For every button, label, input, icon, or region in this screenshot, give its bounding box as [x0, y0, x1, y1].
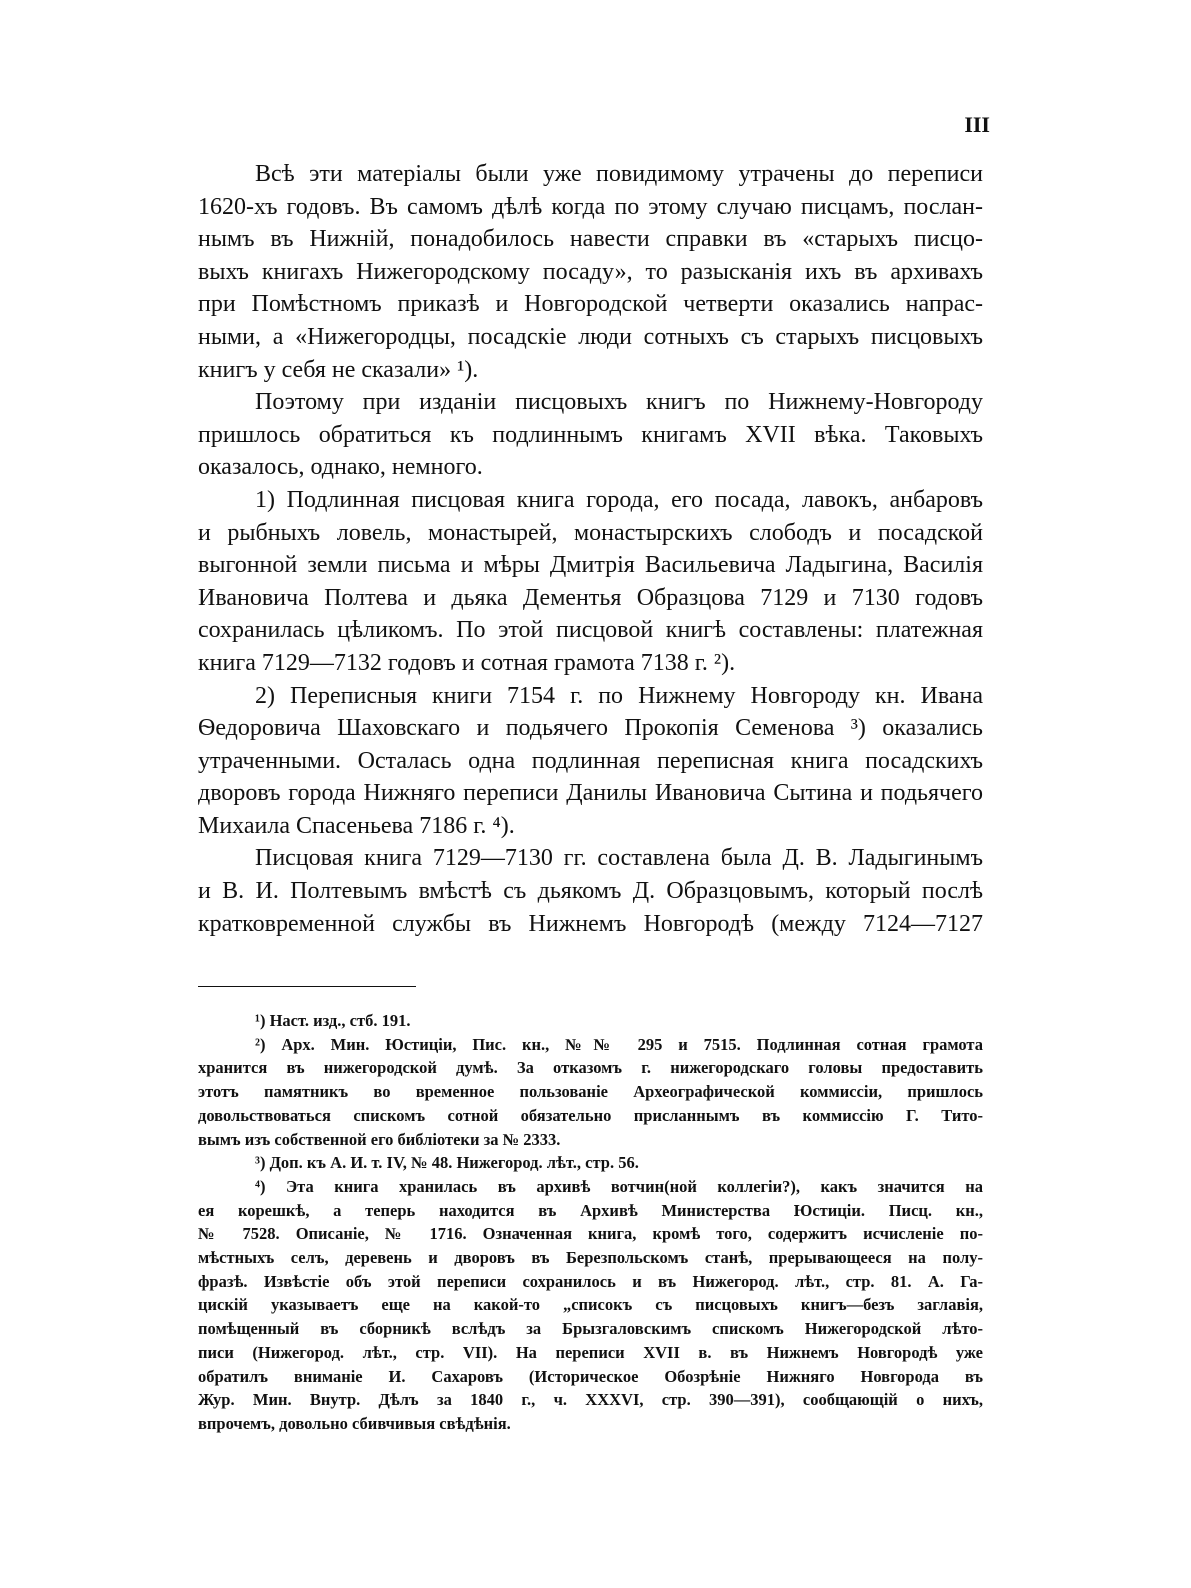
footnote-line: ²) Арх. Мин. Юстиціи, Пис. кн., №№ 295 и 7515. Подлинная сотная грамота	[255, 1034, 983, 1054]
text-line: 2) Переписныя книги 7154 г. по Нижнему Новгороду кн. Ивана	[255, 682, 983, 709]
paragraph	[198, 842, 983, 940]
footnote-line: ¹) Наст. изд., стб. 191.	[255, 1011, 411, 1030]
text-line: Ѳедоровича Шаховскаго и подьячего Прокопія Семенова ³) оказались	[198, 715, 983, 742]
footnote-line: довольствоваться спискомъ сотной обязательно присланнымъ въ коммиссію Г. Тито-	[198, 1105, 983, 1125]
text-line: оказалось, однако, немного.	[198, 454, 483, 481]
text-line: кратковременной службы въ Нижнемъ Новгородѣ (между 7124—7127	[198, 910, 983, 937]
text-line: Михаила Спасеньева 7186 г. ⁴).	[198, 812, 515, 839]
footnote-line: Жур. Мин. Внутр. Дѣлъ за 1840 г., ч. XXXVI, стр. 390—391), сообщающій о нихъ,	[198, 1390, 983, 1410]
footnote-line: фразѣ. Извѣстіе объ этой переписи сохранилось и въ Нижегород. лѣт., стр. 81. А. Га-	[198, 1271, 983, 1291]
text-line: и В. И. Полтевымъ вмѣстѣ съ дьякомъ Д. Образцовымъ, который послѣ	[198, 878, 983, 905]
footnote-line: № 7528. Описаніе, № 1716. Означенная книга, кромѣ того, содержитъ исчисленіе по-	[198, 1224, 983, 1244]
text-line: выхъ книгахъ Нижегородскому посаду», то разысканія ихъ въ архивахъ	[198, 258, 983, 285]
footnote-line: цискій указываетъ еще на какой-то „списокъ съ писцовыхъ книгъ—безъ заглавія,	[198, 1295, 983, 1315]
text-line: выгонной земли письма и мѣры Дмитрія Васильевича Ладыгина, Василія	[198, 552, 983, 579]
footnote-line: обратилъ вниманіе И. Сахаровъ (Историческое Обозрѣніе Нижняго Новгорода въ	[198, 1366, 983, 1386]
footnote	[198, 1151, 983, 1175]
footnote-line: хранится въ нижегородской думѣ. За отказомъ г. нижегородскаго головы предоставить	[198, 1058, 983, 1078]
text-line: книга 7129—7132 годовъ и сотная грамота 7138 г. ²).	[198, 649, 736, 676]
footnote-line: этотъ памятникъ во временное пользованіе Археографической коммиссіи, пришлось	[198, 1082, 983, 1102]
footnote	[198, 1175, 983, 1436]
text-line: Поэтому при изданіи писцовыхъ книгъ по Нижнему-Новгороду	[255, 389, 983, 416]
text-line: при Помѣстномъ приказѣ и Новгородской четверти оказались напрас-	[198, 291, 983, 318]
text-line: сохранилась цѣликомъ. По этой писцовой книгѣ составлены: платежная	[198, 617, 983, 644]
footnotes	[198, 1009, 983, 1436]
text-line: книгъ у себя не сказали» ¹).	[198, 356, 479, 383]
text-line: Всѣ эти матеріалы были уже повидимому утрачены до переписи	[255, 161, 983, 187]
footnote-line: мѣстныхъ селъ, деревень и дворовъ въ Березпольскомъ станѣ, прерывающееся на полу-	[198, 1248, 983, 1268]
footnote-line: помѣщенный въ сборникѣ вслѣдъ за Брызгаловскимъ спискомъ Нижегородской лѣто-	[198, 1319, 983, 1339]
footnote-line: ³) Доп. къ А. И. т. IV, № 48. Нижегород. лѣт., стр. 56.	[255, 1153, 639, 1173]
footnote-line: писи (Нижегород. лѣт., стр. VII). На переписи XVII в. въ Нижнемъ Новгородѣ уже	[198, 1342, 983, 1362]
text-line: ными, а «Нижегородцы, посадскіе люди сотныхъ съ старыхъ писцовыхъ	[198, 323, 983, 350]
footnote-line: ⁴) Эта книга хранилась въ архивѣ вотчин(ной коллегіи?), какъ значится на	[255, 1176, 983, 1196]
footnote	[198, 1009, 983, 1033]
text-line: дворовъ города Нижняго переписи Данилы Ивановича Сытина и подьячего	[198, 780, 983, 807]
page-number: III	[964, 112, 990, 137]
text-line: нымъ въ Нижній, понадобилось навести справки въ «старыхъ писцо-	[198, 226, 983, 253]
text-line: 1620-хъ годовъ. Въ самомъ дѣлѣ когда по этому случаю писцамъ, послан-	[198, 193, 983, 220]
text-line: пришлось обратиться къ подлиннымъ книгамъ XVII вѣка. Таковыхъ	[198, 421, 983, 448]
text-line: и рыбныхъ ловель, монастырей, монастырскихъ слободъ и посадской	[198, 519, 983, 546]
paragraph	[198, 484, 983, 680]
footnote-line: впрочемъ, довольно сбивчивыя свѣдѣнія.	[198, 1413, 511, 1433]
text-line: утраченными. Осталась одна подлинная переписная книга посадскихъ	[198, 747, 983, 774]
footnote-line: вымъ изъ собственной его библіотеки за № 2333.	[198, 1129, 561, 1149]
text-line: Ивановича Полтева и дьяка Дементья Образцова 7129 и 7130 годовъ	[198, 584, 983, 611]
footnote-separator	[198, 986, 416, 987]
footnote-line: ея корешкѣ, а теперь находится въ Архивѣ Министерства Юстиціи. Писц. кн.,	[198, 1200, 983, 1220]
paragraph	[198, 680, 983, 843]
main-text	[198, 158, 983, 940]
footnote	[198, 1033, 983, 1152]
paragraph	[198, 158, 983, 386]
paragraph	[198, 386, 983, 484]
text-line: 1) Подлинная писцовая книга города, его посада, лавокъ, анбаровъ	[255, 486, 983, 513]
text-line: Писцовая книга 7129—7130 гг. составлена была Д. В. Ладыгинымъ	[255, 845, 983, 872]
